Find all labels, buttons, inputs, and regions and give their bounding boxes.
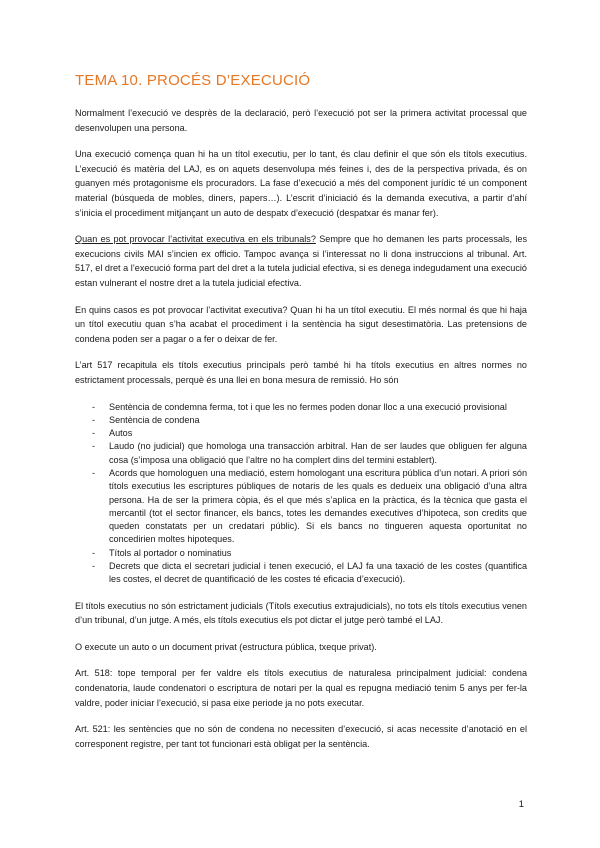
paragraph-extrajudicial: El títols executius no són estrictament judicials (Títols executius extrajudicials), no tots els títols executius venen d’un tribunal, d’un jutge. A més, els títols executius els pot dictar el jutge però també el LAJ.	[75, 600, 527, 626]
paragraph-which-cases: En quins casos es pot provocar l’activitat executiva? Quan hi ha un títol executiu. El més normal és que hi haja un títol executiu quan s’ha acabat el procediment i la sentència ha sigut desestimatòria. Las pretensions de condena poden ser a pagar o a fer o deixar de fer.	[75, 304, 527, 344]
list-item	[92, 467, 527, 547]
list-dash: -	[92, 561, 96, 572]
list-item-text: Laudo (no judicial) que homologa una transacción arbitral. Han de ser laudes que obliguen fer alguna cosa (s’imposa una obligació que l’altre no ha complert dins del termini establert).	[109, 441, 527, 465]
list-item	[92, 427, 527, 440]
list-item-text: Sentència de condena	[109, 414, 200, 425]
list-item-text: Sentència de condemna ferma, tot i que les no fermes poden donar lloc a una execució provisional	[109, 401, 507, 412]
list-item-text: Títols al portador o nominatius	[109, 547, 232, 558]
paragraph-intro: Normalment l’execució ve desprès de la declaració, però l’execució pot ser la primera activitat processal que desenvolupen una persona.	[75, 108, 527, 133]
list-dash: -	[92, 467, 96, 478]
list-item-text: Acords que homologuen una mediació, estem homologant una escritura pública d’un notari. A priori són títols executius les escriptures públiques de notaris de les quals es dedueix una obligació d’una altra persona. Ha de ser la primera còpia, és el que més s’aplica en la pràctica, és la tècnica que gasta el mercantil (tot el sector financer, els bancs, totes les demandes executives d’hipoteca, son credits que queden constatats per un credatari públic). Si els bancs no tingueren aquesta oportunitat no concedirien moltes hipoteques.	[109, 467, 527, 545]
list-item	[92, 440, 527, 467]
paragraph-when-provoke	[75, 232, 527, 290]
paragraph-executive-titles: Una execució comença quan hi ha un títol executiu, per lo tant, és clau definir el que són els títols executius. L’execució és matèria del LAJ, es on aquets desenvolupa més feines i, des de la perspectiva privada, és on guanyen més protagonisme els procuradors. La fase d’execució a més del component jurídic té un component material (búsqueda de mobles, diners, papers…). L’escrit d’iniciació és la demanda executiva, a partir d’ahí s’inicia el procediment mitjançant un auto de despatx d’execució (despatxar és manar fer).	[75, 149, 527, 218]
list-item	[92, 414, 527, 427]
list-item	[92, 547, 527, 560]
list-dash: -	[92, 414, 96, 425]
list-item	[92, 560, 527, 587]
document-title: TEMA 10. PROCÉS D’EXECUCIÓ	[75, 72, 311, 89]
question-underlined: Quan es pot provocar l’activitat executiva en els tribunals?	[75, 234, 316, 245]
list-item-text: Autos	[109, 428, 133, 439]
paragraph-art-518: Art. 518: tope temporal per fer valdre els títols executius de naturalesa principalment judicial: condena condenatoria, laude condenatori o escriptura de notari per la qual es repugna mediació tenim 5 anys per fer-la valdre, poder iniciar l’execució, si pasa eixe periode ja no pots executar.	[75, 668, 527, 708]
list-dash: -	[92, 441, 96, 452]
page-content	[75, 72, 527, 763]
list-item	[92, 401, 527, 414]
list-item-text: Decrets que dicta el secretari judicial i tenen execució, el LAJ fa una taxació de les costes (quantifica les costes, el decret de quantificació de les costes té eficacia d’execució).	[109, 561, 527, 585]
paragraph-auto-or-document: O execute un auto o un document privat (estructura pública, txeque privat).	[75, 641, 377, 652]
list-dash: -	[92, 428, 96, 439]
paragraph-when-provoke-text: Sempre que ho demanen les parts processals, les execucions civils MAI s’incien ex officio. Tampoc avança si l’interessat no li dona instruccions al tribunal. Art. 517, el dret a l’execució forma part del dret a la tutela judicial efectiva, si es denega indegudament una execució estan vulnerant el nostre dret a la tutela judicial efectiva.	[75, 234, 527, 288]
page-number: 1	[518, 799, 524, 810]
executive-titles-list	[75, 401, 527, 587]
paragraph-art-517: L’art 517 recapitula els títols executius principals però també hi ha títols executius en altres normes no estrictament processals, perquè és una llei en bona mesura de remissió. Ho són	[75, 360, 527, 385]
list-dash: -	[92, 547, 96, 558]
list-dash: -	[92, 401, 96, 412]
paragraph-art-521: Art. 521: les sentències que no són de condena no necessiten d’execució, si acas necessite d’anotació en el corresponent registre, per tant tot funcionari està obligat per la sentència.	[75, 724, 527, 749]
